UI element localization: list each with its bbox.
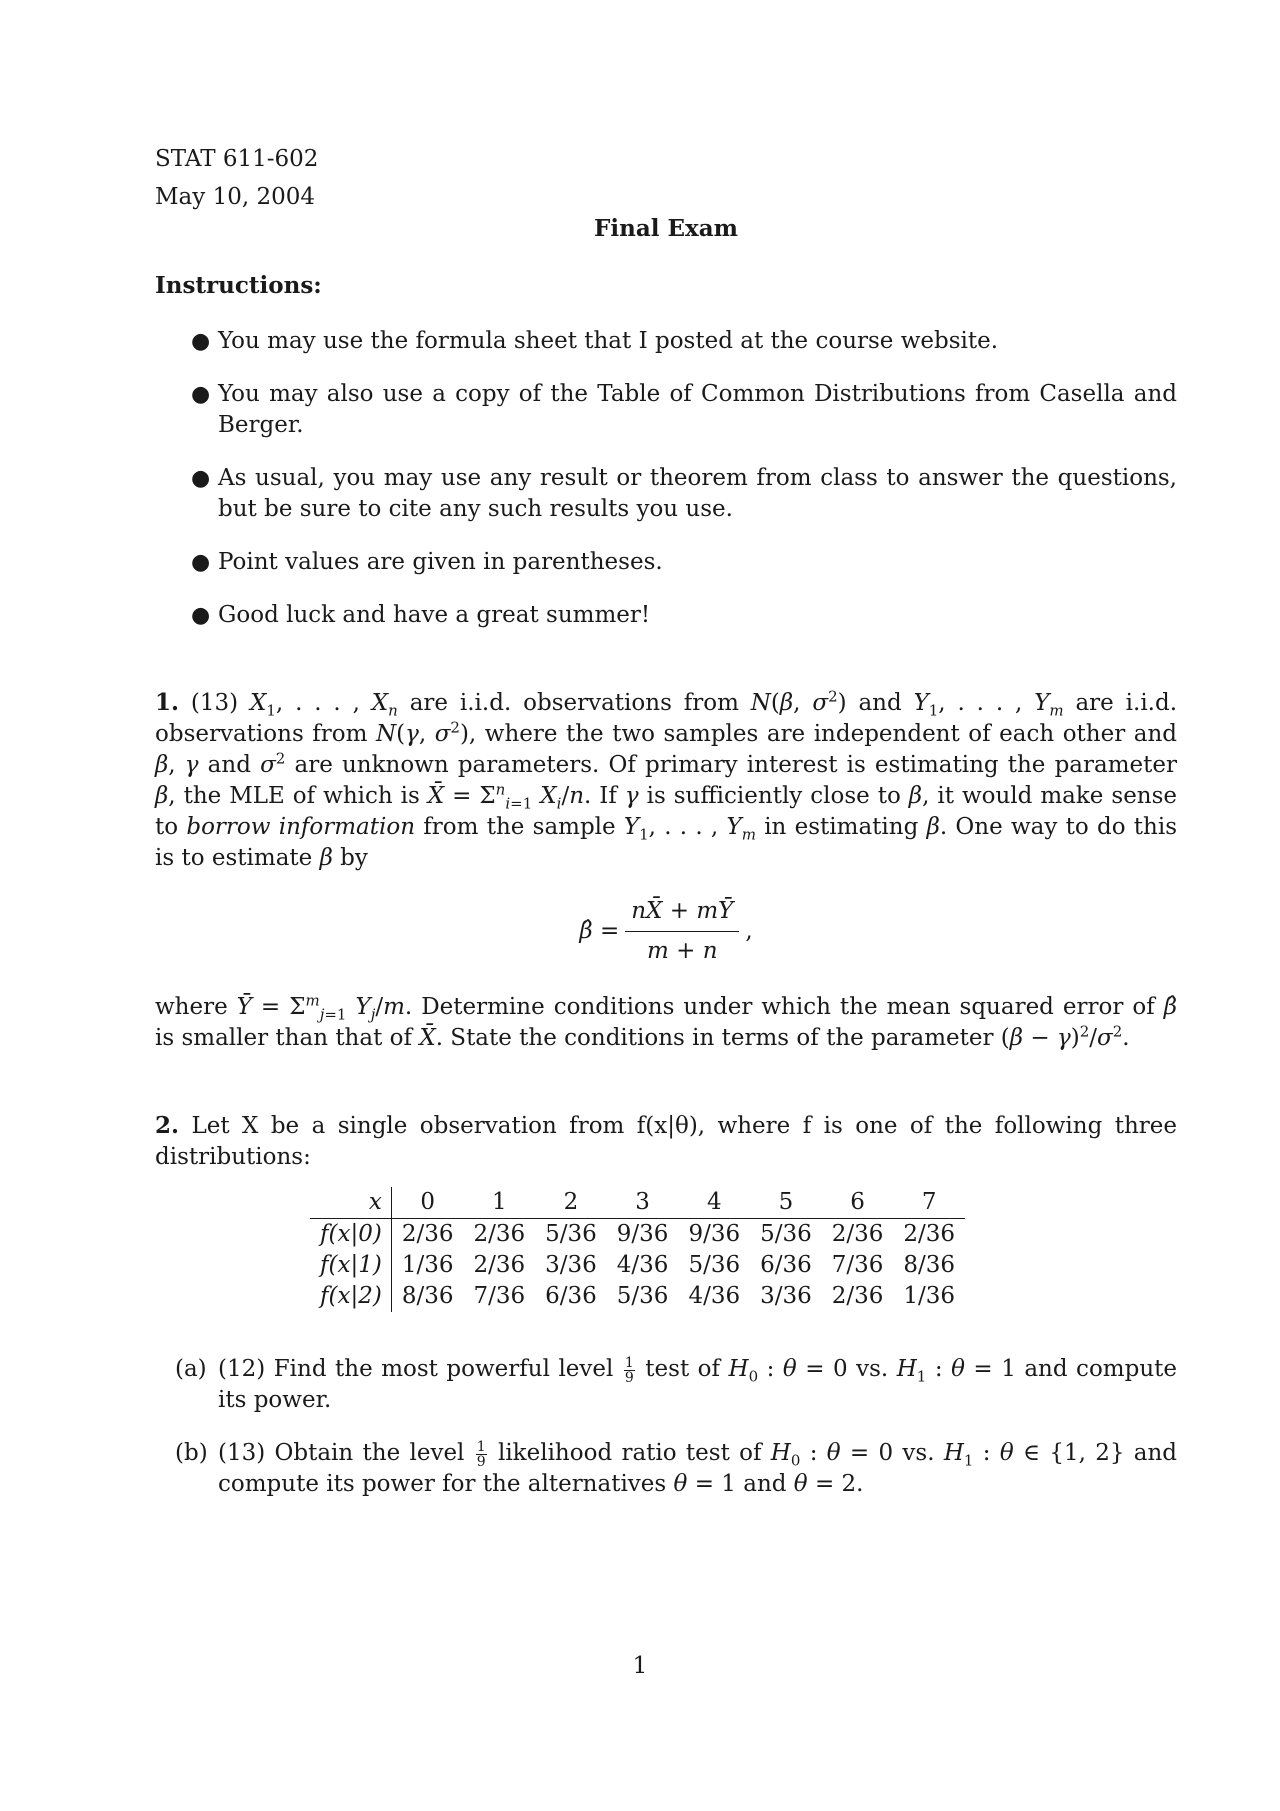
- problem-1-number: 1.: [155, 689, 180, 716]
- table-row: [310, 1219, 965, 1251]
- table-col-header: 3: [607, 1187, 679, 1219]
- table-col-header: 1: [463, 1187, 535, 1219]
- problem-2-number: 2.: [155, 1112, 180, 1139]
- exam-title: Final Exam: [594, 215, 738, 242]
- table-cell: 2/36: [831, 1221, 884, 1247]
- table-header-label: x: [310, 1187, 391, 1219]
- table-cell: 3/36: [760, 1283, 812, 1309]
- instructions-heading: Instructions:: [155, 272, 322, 299]
- table-header-row: [310, 1187, 965, 1219]
- table-cell: 2/36: [831, 1283, 884, 1309]
- table-cell: 1/36: [903, 1283, 956, 1309]
- table-cell: 9/36: [616, 1221, 669, 1247]
- table-cell: 5/36: [616, 1283, 669, 1309]
- table-row-label: f(x|0): [310, 1219, 391, 1251]
- part-b-label: (b): [175, 1440, 208, 1466]
- page-number: 1: [632, 1653, 648, 1679]
- table-cell: 6/36: [545, 1283, 597, 1309]
- problem-2b: [175, 1438, 1177, 1500]
- exam-page: [155, 140, 1177, 1522]
- bullet-icon: ●: [191, 466, 211, 491]
- exam-header: [155, 140, 1177, 216]
- instruction-item: ● As usual, you may use any result or theorem from class to answer the questions, but be sure to cite any such results you use.: [191, 465, 1177, 522]
- table-cell: 5/36: [760, 1221, 812, 1247]
- part-a-text: (12) Find the most powerful level $\frac{1}{9}$ test of $H_0$ : θ = 0 vs. $H_1$ : θ = 1 and compute its power.: [218, 1354, 1177, 1413]
- table-col-header: 7: [893, 1187, 965, 1219]
- instructions-list: [155, 326, 1177, 631]
- bullet-icon: ●: [191, 550, 211, 575]
- problem-2-intro: Let X be a single observation from f(x|θ), where f is one of the following three distributions:: [155, 1113, 1178, 1170]
- bullet-icon: ●: [191, 329, 211, 354]
- problem-1-question: where Ȳ = $\Sigma^m_{j=1}$ $Y_j/m$. Determine conditions under which the mean squared error of β̂ is smaller than that of X̄. State the conditions in terms of the parameter $(\beta - \gamma)^2/\sigma^2$.: [155, 991, 1178, 1051]
- table-row: [310, 1281, 965, 1312]
- estimator-formula: β̂ = $\frac{nX̄ + mȲ}{m + n}$ ,: [579, 897, 753, 964]
- table-col-header: 5: [750, 1187, 822, 1219]
- table-cell: 9/36: [688, 1221, 741, 1247]
- table-cell: 4/36: [688, 1283, 741, 1309]
- table-cell: 3/36: [545, 1252, 597, 1278]
- bullet-icon: ●: [191, 382, 211, 407]
- table-cell: 5/36: [688, 1252, 741, 1278]
- table-col-header: 4: [678, 1187, 750, 1219]
- distribution-table: [310, 1187, 965, 1312]
- table-cell: 2/36: [903, 1221, 956, 1247]
- table-row-label: f(x|2): [310, 1281, 391, 1312]
- table-cell: 8/36: [903, 1252, 956, 1278]
- table-col-header: 2: [535, 1187, 607, 1219]
- table-cell: 6/36: [760, 1252, 812, 1278]
- course-code: STAT 611-602: [155, 146, 319, 172]
- table-cell: 2/36: [401, 1221, 454, 1247]
- table-row-label: f(x|1): [310, 1250, 391, 1281]
- instruction-item: ● You may also use a copy of the Table of Common Distributions from Casella and Berger.: [191, 381, 1177, 438]
- problem-1-text: $X_1$, . . . , $X_n$ are i.i.d. observations from N(β, $\sigma^2$) and $Y_1$, . . . , $Y_m$ are i.i.d. observations from N(γ, $\sigma^2$), where the two samples are independent of each other and β, γ and $\sigma^2$ are unknown parameters. Of primary interest is estimating the parameter β, the MLE of which is X̄ = $\Sigma^n_{i=1}$ $X_i/n$. If γ is sufficiently close to β, it would make sense to borrow information from the sample $Y_1$, . . . , $Y_m$ in estimating β. One way to do this is to estimate β by: [155, 687, 1178, 871]
- problem-2: [155, 1110, 1177, 1173]
- table-cell: 7/36: [473, 1283, 526, 1309]
- table-cell: 2/36: [473, 1252, 526, 1278]
- table-col-header: 6: [822, 1187, 894, 1219]
- table-col-header: 0: [391, 1187, 463, 1219]
- exam-date: May 10, 2004: [155, 184, 315, 210]
- table-row: [310, 1250, 965, 1281]
- part-a-label: (a): [175, 1356, 207, 1382]
- problem-2a: [175, 1354, 1177, 1416]
- table-cell: 7/36: [831, 1252, 884, 1278]
- table-cell: 8/36: [401, 1283, 454, 1309]
- problem-2-parts: [175, 1354, 1177, 1500]
- problem-1-points: (13): [190, 690, 239, 716]
- instruction-item: ● Point values are given in parentheses.: [218, 547, 1177, 578]
- table-cell: 2/36: [473, 1221, 526, 1247]
- table-cell: 5/36: [545, 1221, 597, 1247]
- table-cell: 4/36: [616, 1252, 669, 1278]
- table-cell: 1/36: [401, 1252, 454, 1278]
- problem-1: [155, 687, 1177, 874]
- part-b-text: (13) Obtain the level $\frac{1}{9}$ likelihood ratio test of $H_0$ : θ = 0 vs. $H_1$ : θ ∈ {1, 2} and compute its power for the alternatives θ = 1 and θ = 2.: [218, 1438, 1178, 1497]
- bullet-icon: ●: [191, 603, 211, 628]
- instruction-item: ● You may use the formula sheet that I posted at the course website.: [218, 326, 1177, 357]
- instruction-item: ● Good luck and have a great summer!: [218, 600, 1177, 631]
